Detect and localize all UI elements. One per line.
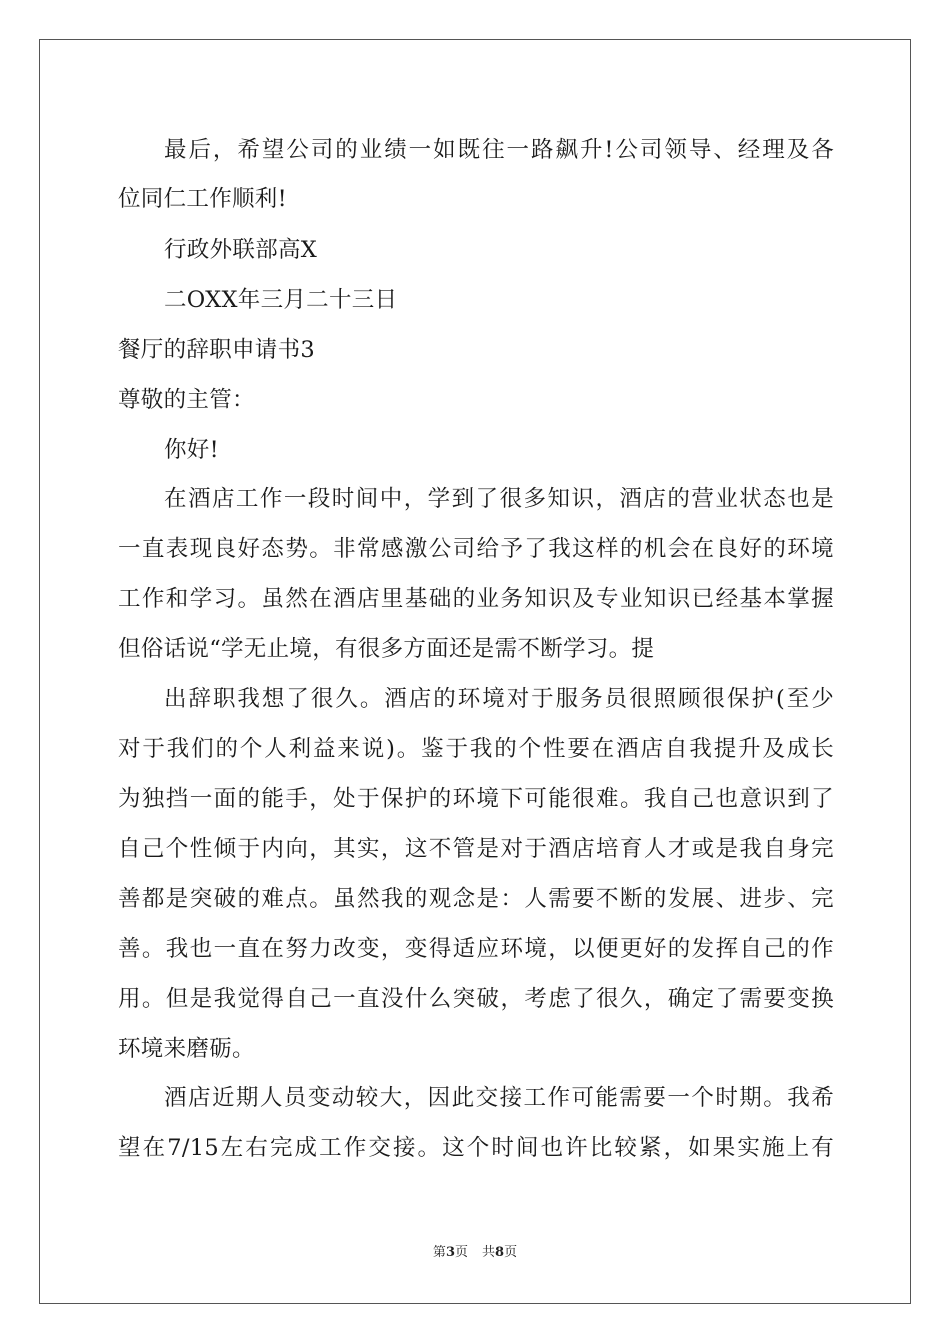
text-line: 望在7/15左右完成工作交接。这个时间也许比较紧，如果实施上有	[118, 1135, 834, 1161]
page-border	[39, 39, 911, 1304]
text-line: 环境来磨砺。	[118, 1036, 255, 1062]
signature-date: 二OXX年三月二十三日	[164, 287, 398, 313]
total-suffix: 页	[504, 1245, 518, 1260]
page-suffix: 页	[454, 1245, 468, 1260]
page-prefix: 第	[432, 1245, 446, 1260]
salutation: 尊敬的主管：	[118, 387, 255, 413]
text-line: 一直表现良好态势。非常感激公司给予了我这样的机会在良好的环境	[118, 536, 834, 562]
text-line: 自己个性倾于内向，其实，这不管是对于酒店培育人才或是我自身完	[118, 836, 834, 862]
section-title: 餐厅的辞职申请书3	[118, 337, 316, 363]
text-line: 出辞职我想了很久。酒店的环境对于服务员很照顾很保护(至少	[164, 686, 834, 712]
text-line: 对于我们的个人利益来说)。鉴于我的个性要在酒店自我提升及成长	[118, 736, 834, 762]
page-number: 3	[445, 1245, 455, 1260]
text-line: 用。但是我觉得自己一直没什么突破，考虑了很久，确定了需要变换	[118, 986, 834, 1012]
text-line: 在酒店工作一段时间中，学到了很多知识，酒店的营业状态也是	[164, 486, 834, 512]
text-line: 为独挡一面的能手，处于保护的环境下可能很难。我自己也意识到了	[118, 786, 834, 812]
greeting: 你好!	[164, 437, 219, 463]
text-line: 但俗话说“学无止境，有很多方面还是需不断学习。提	[118, 636, 655, 662]
text-line: 工作和学习。虽然在酒店里基础的业务知识及专业知识已经基本掌握	[118, 586, 834, 612]
text-line: 最后，希望公司的业绩一如既往一路飙升!公司领导、经理及各	[164, 137, 834, 163]
text-line: 善都是突破的难点。虽然我的观念是：人需要不断的发展、进步、完	[118, 886, 834, 912]
total-prefix: 共	[482, 1245, 496, 1260]
text-line: 善。我也一直在努力改变，变得适应环境，以便更好的发挥自己的作	[118, 936, 834, 962]
signature-department: 行政外联部高X	[164, 237, 318, 263]
page-footer	[0, 1245, 950, 1261]
text-line: 酒店近期人员变动较大，因此交接工作可能需要一个时期。我希	[164, 1085, 834, 1111]
total-pages: 8	[495, 1245, 505, 1260]
text-line: 位同仁工作顺利!	[118, 186, 287, 212]
